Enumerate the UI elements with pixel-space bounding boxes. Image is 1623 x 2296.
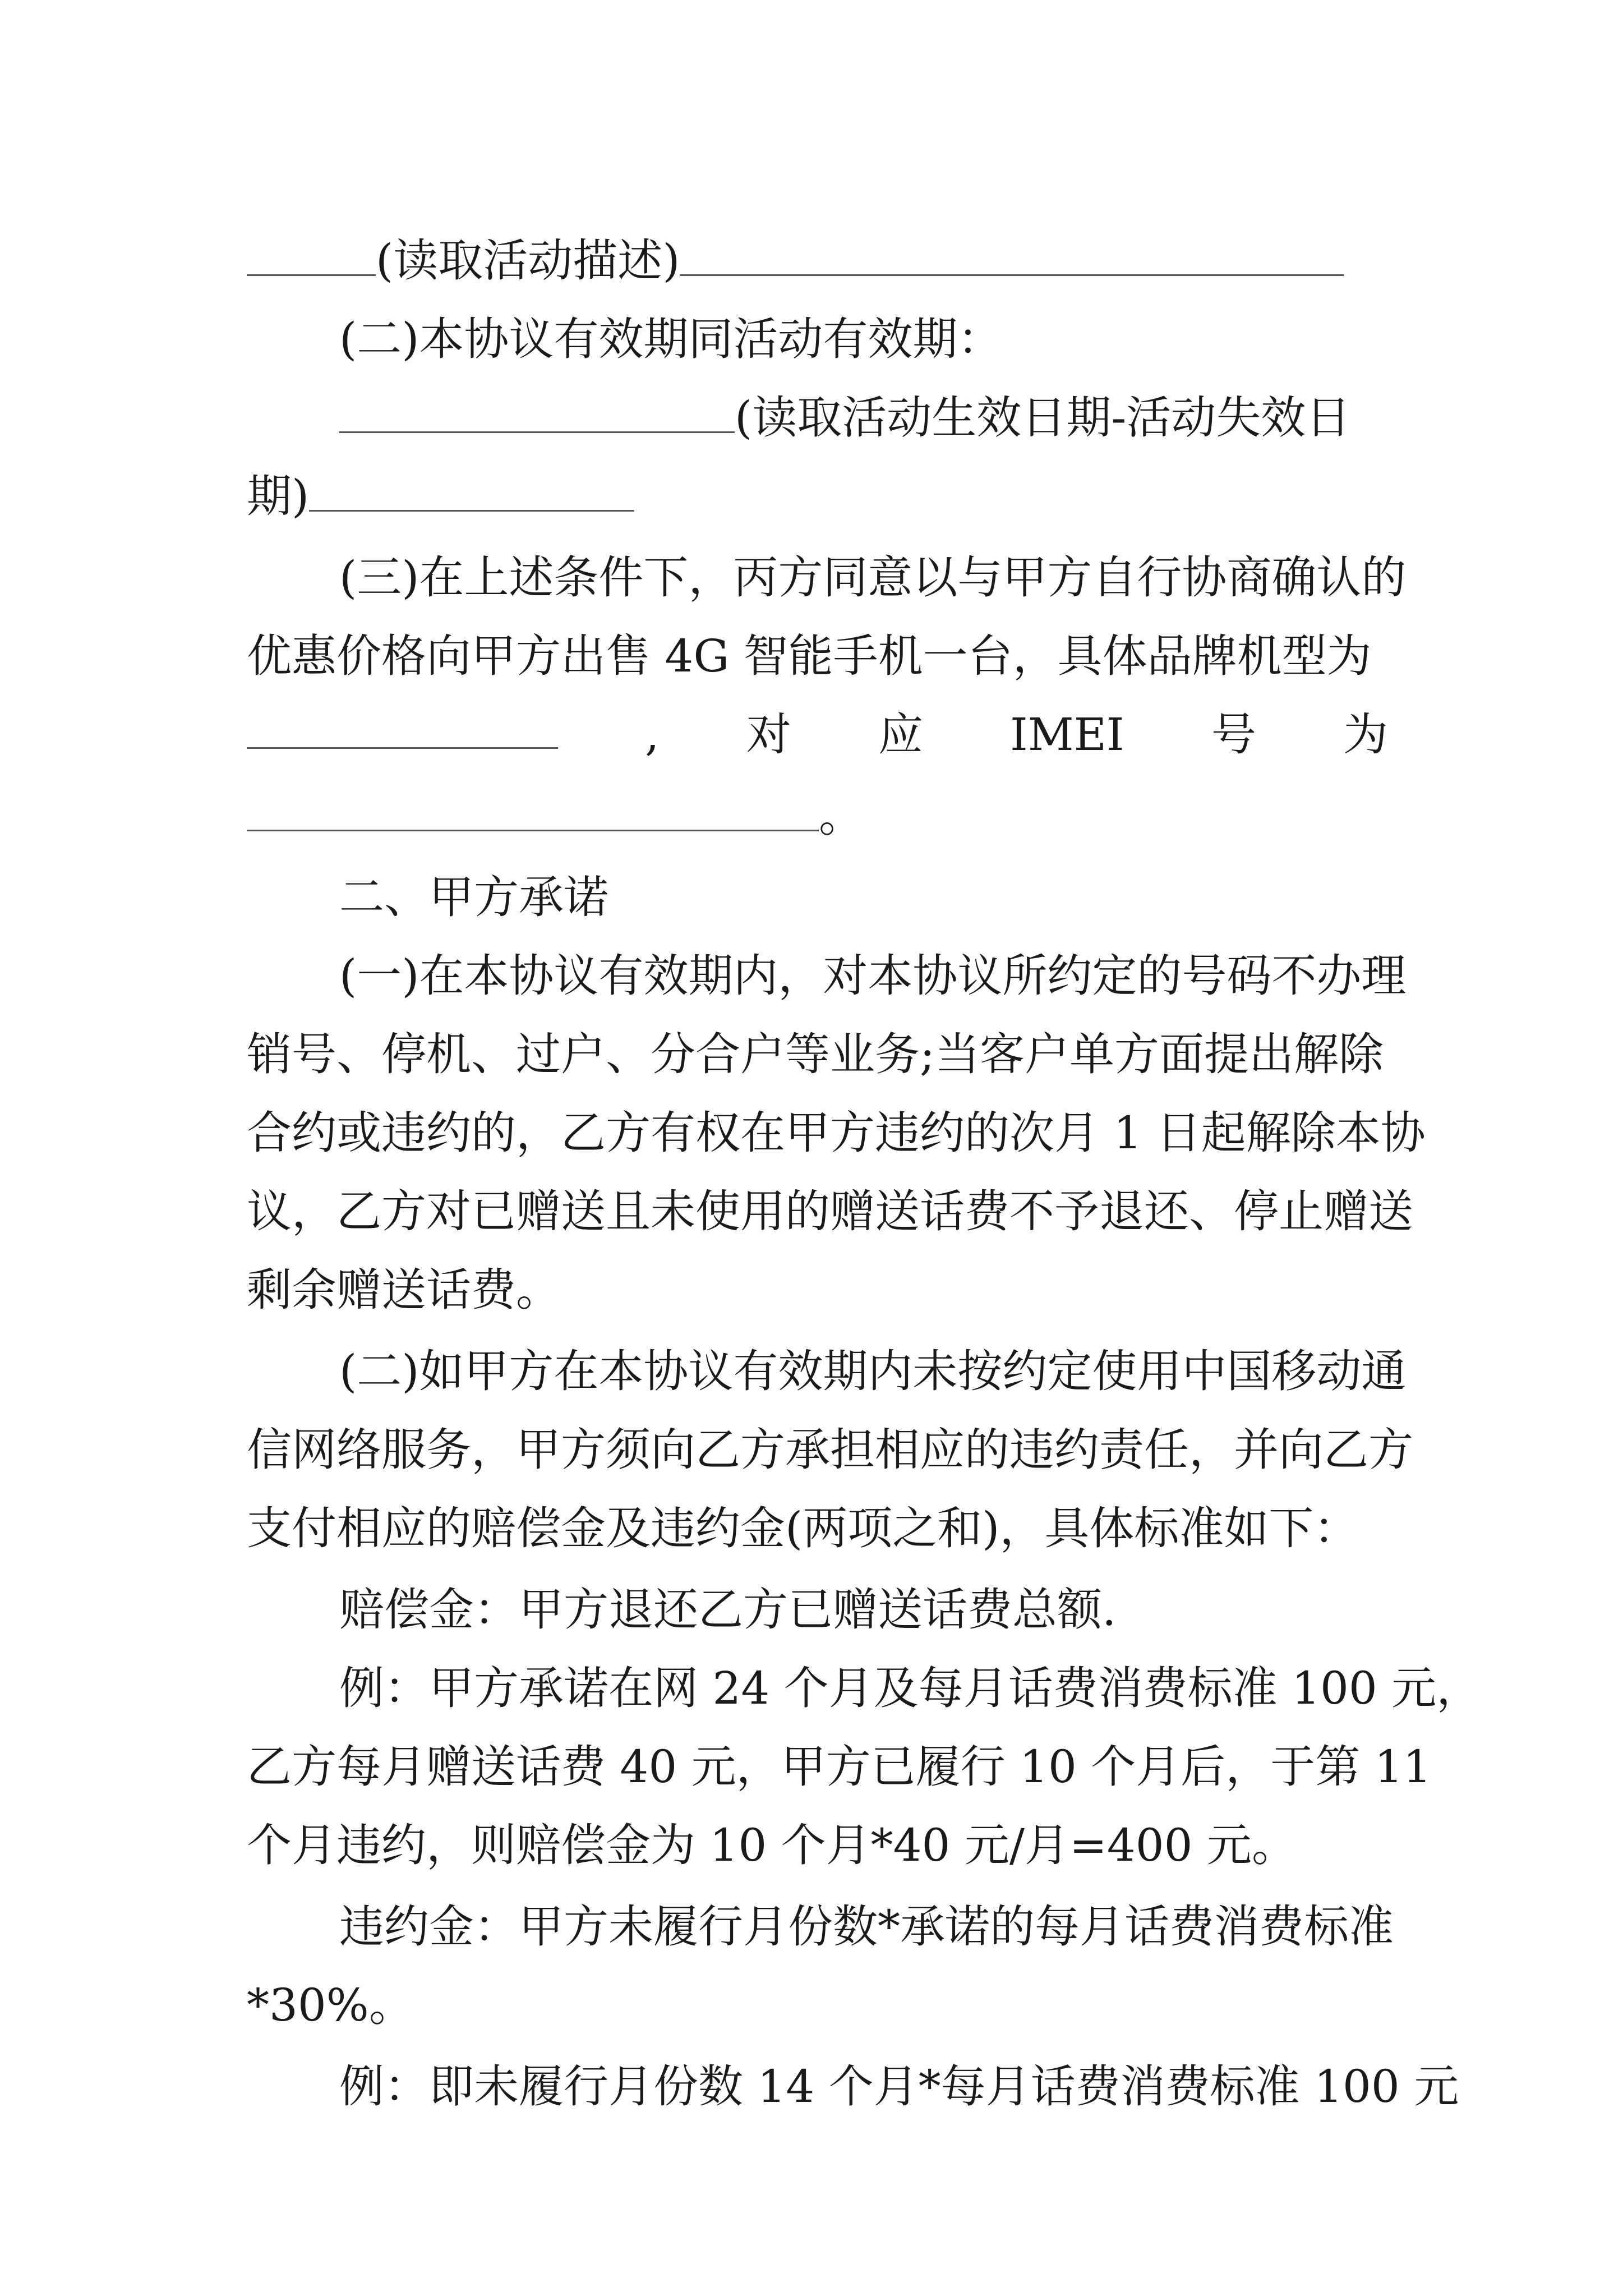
paragraph-line: (一)在本协议有效期内，对本协议所约定的号码不办理 [339,950,1407,1002]
paragraph-line: (二)如甲方在本协议有效期内未按约定使用中国移动通 [339,1345,1407,1397]
imei-line-part: 应 [878,708,923,761]
validity-date-text: (读取活动生效日期-活动失效日 [735,392,1351,444]
blank-field [247,696,558,749]
paragraph-line: 乙方每月赠送话费 40 元，甲方已履行 10 个月后，于第 11 [247,1741,1432,1793]
imei-line-part: , [645,708,660,761]
paragraph-line: *30%。 [247,1979,414,2031]
validity-date-text-cont: 期) [247,470,310,522]
activity-description-text: (读取活动描述) [376,234,680,287]
paragraph-line: 例：即未履行月份数 14 个月*每月话费消费标准 100 元 [339,2060,1459,2113]
imei-value-line [247,777,864,855]
validity-date-line-cont [247,457,634,536]
paragraph-line: 合约或违约的，乙方有权在甲方违约的次月 1 日起解除本协 [247,1107,1426,1159]
imei-line-part: 号 [1211,708,1256,761]
section-heading: 二、甲方承诺 [339,871,608,923]
blank-field [247,778,819,831]
imei-line-part: IMEI [1010,708,1124,761]
blank-field [339,380,735,433]
imei-line [247,696,1388,774]
paragraph-line: (三)在上述条件下，丙方同意以与甲方自行协商确认的 [339,551,1407,604]
paragraph-line: 剩余赠送话费。 [247,1264,561,1316]
activity-description-line [247,222,1344,300]
paragraph-line: 违约金：甲方未履行月份数*承诺的每月话费消费标准 [339,1901,1394,1953]
paragraph-line: 信网络服务，甲方须向乙方承担相应的违约责任，并向乙方 [247,1424,1413,1476]
imei-value-end: 。 [819,790,864,842]
paragraph-line: 例：甲方承诺在网 24 个月及每月话费消费标准 100 元， [339,1662,1482,1714]
paragraph-line: 个月违约，则赔偿金为 10 个月*40 元/月=400 元。 [247,1819,1297,1871]
imei-line-part: 为 [1343,708,1388,761]
blank-field [309,458,634,512]
paragraph-line: 议，乙方对已赠送且未使用的赠送话费不予退还、停止赠送 [247,1185,1413,1237]
blank-field [680,223,1344,276]
paragraph-line: 赔偿金：甲方退还乙方已赠送话费总额. [339,1584,1117,1636]
paragraph-line: 支付相应的赔偿金及违约金(两项之和)，具体标准如下： [247,1502,1359,1554]
imei-line-part: 对 [746,708,791,761]
validity-date-line [339,379,1350,457]
paragraph-line: 优惠价格向甲方出售 4G 智能手机一台，具体品牌机型为 [247,630,1372,682]
paragraph-line: 销号、停机、过户、分合户等业务;当客户单方面提出解除 [247,1028,1384,1080]
blank-field [247,223,376,276]
paragraph-line: (二)本协议有效期同活动有效期： [339,313,1003,365]
